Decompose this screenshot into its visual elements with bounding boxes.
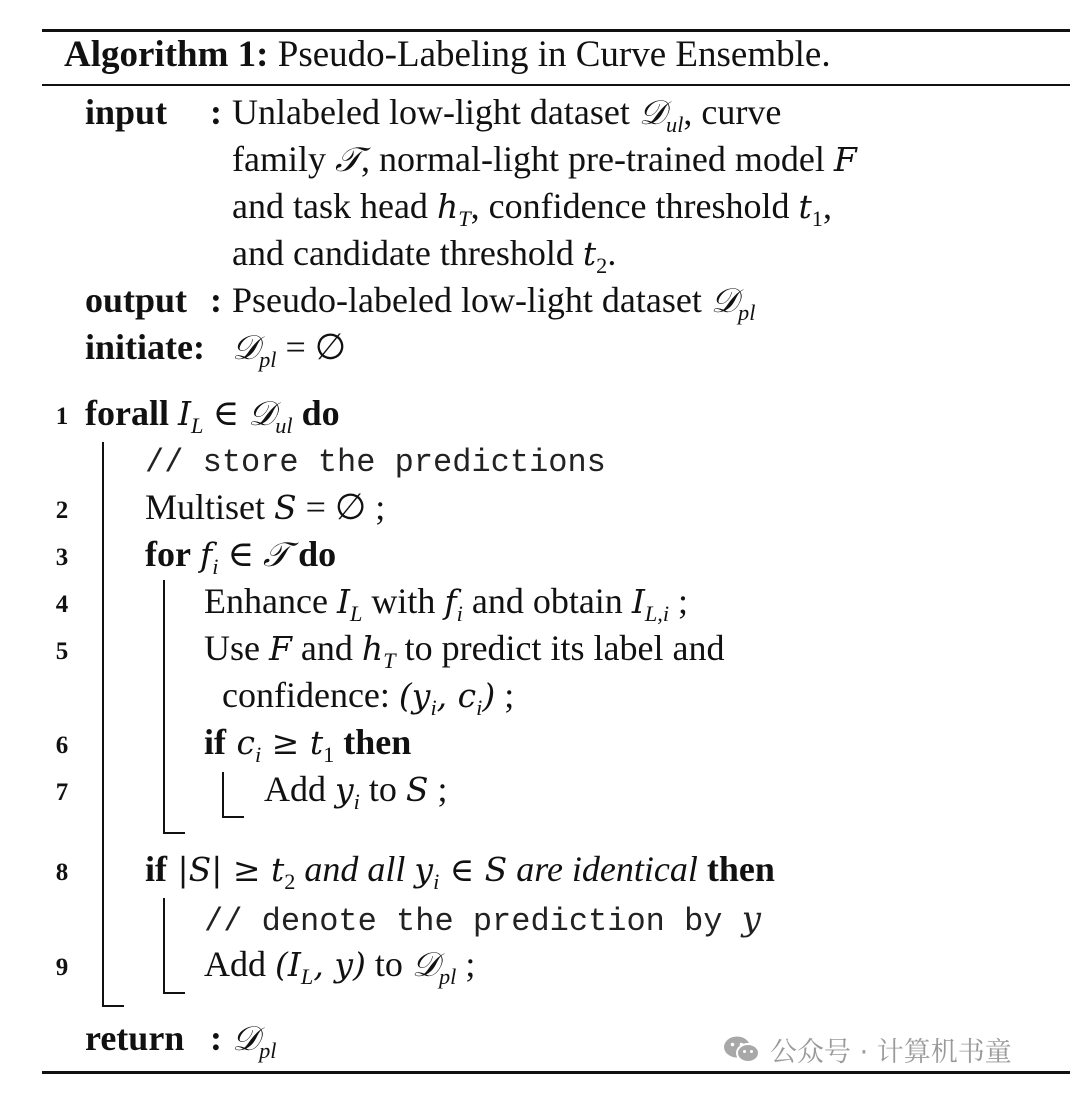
title-rule — [42, 84, 1070, 86]
algo-line-8: if $|S| \ge t_2$ and all $y_i$ ∈ S are identical then — [145, 849, 775, 894]
output-colon: : — [210, 280, 222, 320]
line-number-7: 7 — [55, 779, 69, 806]
algo-line-3: for $f_i$ ∈ 𝒯 do — [145, 534, 337, 579]
top-rule — [42, 29, 1070, 32]
algo-line-5-cont: confidence: ($y_i$, $c_i$) ; — [222, 675, 515, 720]
algorithm-name: Pseudo-Labeling in Curve Ensemble. — [277, 34, 831, 75]
line-number-6: 6 — [55, 732, 69, 759]
line-number-5: 5 — [55, 638, 69, 665]
algo-line-9: Add ($I_L$, y) to 𝒟$_{pl}$ ; — [204, 944, 476, 989]
if-identical-block-bar — [163, 898, 165, 994]
output-line: Pseudo-labeled low-light dataset 𝒟$_{pl}$ — [232, 280, 756, 325]
wechat-icon — [722, 1034, 762, 1066]
forall-block-bar — [102, 442, 104, 1007]
initiate-line: 𝒟$_{pl}$ = ∅ — [232, 327, 347, 372]
algo-line-1: forall $I_L$ ∈ 𝒟$_{ul}$ do — [85, 393, 340, 438]
line-number-3: 3 — [55, 544, 69, 571]
comment-denote-prediction: // denote the prediction by y — [204, 899, 761, 940]
return-keyword: return — [85, 1018, 185, 1058]
input-line-1: Unlabeled low-light dataset 𝒟$_{ul}$, curve — [232, 92, 782, 137]
input-line-4: and candidate threshold $t_2$. — [232, 233, 617, 278]
input-line-2: family 𝒯, normal-light pre-trained model F — [232, 139, 857, 180]
forall-block-end — [102, 1005, 124, 1007]
algorithm-title — [64, 33, 831, 77]
if-block-end — [222, 816, 244, 818]
algo-line-6: if $c_i \ge t_1$ then — [204, 722, 412, 767]
line-number-2: 2 — [55, 497, 69, 524]
line-number-8: 8 — [55, 859, 69, 886]
algo-line-2: Multiset S = ∅ ; — [145, 487, 386, 527]
if-identical-block-end — [163, 992, 185, 994]
return-colon: : — [210, 1018, 222, 1058]
for-block-end — [163, 832, 185, 834]
line-number-9: 9 — [55, 954, 69, 981]
algo-line-5: Use F and $h_T$ to predict its label and — [204, 628, 725, 673]
algorithm-label: Algorithm 1: — [64, 34, 269, 75]
algo-line-4: Enhance $I_L$ with $f_i$ and obtain $I_{L,i}$ ; — [204, 581, 689, 626]
comment-store-predictions: // store the predictions — [145, 444, 606, 481]
watermark — [722, 1030, 1012, 1069]
algo-line-7: Add $y_i$ to S ; — [264, 769, 448, 814]
line-number-4: 4 — [55, 591, 69, 618]
for-block-bar — [163, 580, 165, 834]
initiate-keyword: initiate: — [85, 327, 205, 367]
return-value: 𝒟$_{pl}$ — [232, 1019, 277, 1063]
output-keyword: output — [85, 280, 188, 320]
input-line-3: and task head $h_T$, confidence threshold $t_1$, — [232, 186, 832, 231]
watermark-text: 公众号 · 计算机书童 — [770, 1037, 1012, 1068]
input-colon: : — [210, 92, 222, 132]
line-number-1: 1 — [55, 403, 69, 430]
if-block-bar — [222, 772, 224, 818]
bottom-rule — [42, 1071, 1070, 1074]
input-keyword: input — [85, 92, 168, 132]
